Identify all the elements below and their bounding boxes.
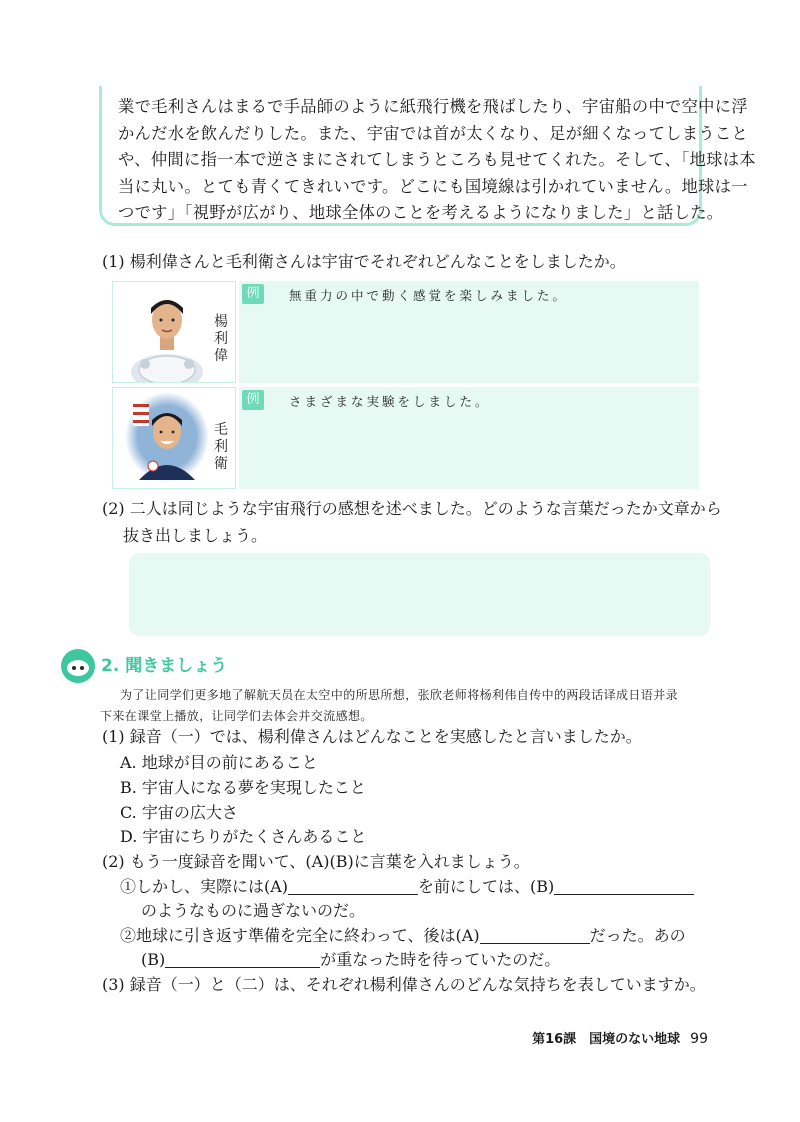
- answer-input-box[interactable]: [129, 553, 710, 636]
- passage-line: 当に丸い。とても青くてきれいです。どこにも国境線は引かれていません。地球は一: [118, 176, 748, 196]
- question-1: (1) 楊利偉さんと毛利衛さんは宇宙でそれぞれどんなことをしましたか。: [102, 252, 626, 271]
- answer-cell: [239, 281, 699, 383]
- fill-item-2-text-d: が重なった時を待っていたのだ。: [320, 950, 561, 969]
- fill-item-2-cont: [141, 947, 560, 973]
- astronaut-name-vertical: 楊 利 偉: [214, 314, 228, 364]
- fill-item-1-cont: のようなものに過ぎないのだ。: [141, 901, 366, 920]
- blank-b[interactable]: [165, 949, 320, 968]
- reading-passage-box: [99, 86, 756, 226]
- page-footer: [532, 1028, 708, 1047]
- fill-item-1-text-a: ①しかし、実際には(A): [120, 877, 289, 896]
- blank-a[interactable]: [288, 876, 418, 895]
- photo-cell: [112, 281, 236, 383]
- option-a[interactable]: A. 地球が目の前にあること: [120, 753, 318, 772]
- option-c[interactable]: C. 宇宙の広大さ: [120, 803, 238, 822]
- section-title: 2. 聞きましょう: [101, 656, 228, 676]
- answer-cell: [239, 387, 699, 489]
- example-badge: 例: [242, 284, 264, 304]
- fill-item-2: [120, 923, 686, 949]
- passage-line: や、仲間に指一本で逆さまにされてしまうところも見せてくれた。そして、「地球は本: [118, 150, 756, 169]
- example-answer: 無重力の中で動く感覚を楽しみました。: [289, 288, 569, 303]
- answer-table: [112, 281, 699, 489]
- passage-line: かんだ水を飲んだりした。また、宇宙では首が太くなり、足が細くなってしまうこと: [118, 123, 749, 143]
- astronaut-mohri-photo: [125, 392, 209, 482]
- question-2-line1: (2) 二人は同じような宇宙飛行の感想を述べました。どのような言葉だったか文章から: [102, 499, 722, 518]
- fill-item-1-text-b: を前にしては、(B): [418, 877, 555, 896]
- lesson-title: 第16課 国境のない地球: [532, 1032, 681, 1047]
- blank-b[interactable]: [554, 876, 694, 895]
- section-intro-line1: 为了让同学们更多地了解航天员在太空中的所思所想，张欣老师将杨利伟自传中的两段话译成日语并录: [120, 688, 679, 702]
- passage-line: つです」「視野が広がり、地球全体のことを考えるようになりました」と話した。: [118, 203, 724, 222]
- passage-line: 業で毛利さんはまるで手品師のように紙飛行機を飛ばしたり、宇宙船の中で空中に浮: [118, 97, 748, 116]
- fill-item-2-label-b: (B): [141, 950, 166, 969]
- example-badge: 例: [242, 390, 264, 410]
- page-number: 99: [690, 1031, 708, 1047]
- option-b[interactable]: B. 宇宙人になる夢を実現したこと: [120, 778, 366, 797]
- listening-question-3: (3) 録音（一）と（二）は、それぞれ楊利偉さんのどんな気持ちを表していますか。: [102, 975, 706, 994]
- astronaut-name-vertical: 毛 利 衛: [214, 422, 228, 472]
- question-2-line2: 抜き出しましょう。: [123, 526, 268, 545]
- fill-item-2-text-b: だった。あの: [589, 926, 686, 945]
- mascot-icon: [60, 648, 96, 684]
- option-d[interactable]: D. 宇宙にちりがたくさんあること: [120, 827, 367, 846]
- astronaut-yang-photo: [127, 284, 207, 382]
- example-answer: さまざまな実験をしました。: [289, 394, 491, 409]
- section-intro-line2: 下来在课堂上播放，让同学们去体会并交流感想。: [100, 709, 373, 723]
- blank-a[interactable]: [480, 925, 590, 944]
- listening-question-1: (1) 録音（一）では、楊利偉さんはどんなことを実感したと言いましたか。: [102, 727, 642, 746]
- fill-item-2-text-a: ②地球に引き返す準備を完全に終わって、後は(A): [120, 926, 480, 945]
- listening-question-2: (2) もう一度録音を聞いて、(A)(B)に言葉を入れましょう。: [102, 852, 530, 871]
- table-row: [112, 281, 699, 383]
- table-row: [112, 387, 699, 489]
- fill-item-1: [120, 874, 694, 900]
- photo-cell: [112, 387, 236, 489]
